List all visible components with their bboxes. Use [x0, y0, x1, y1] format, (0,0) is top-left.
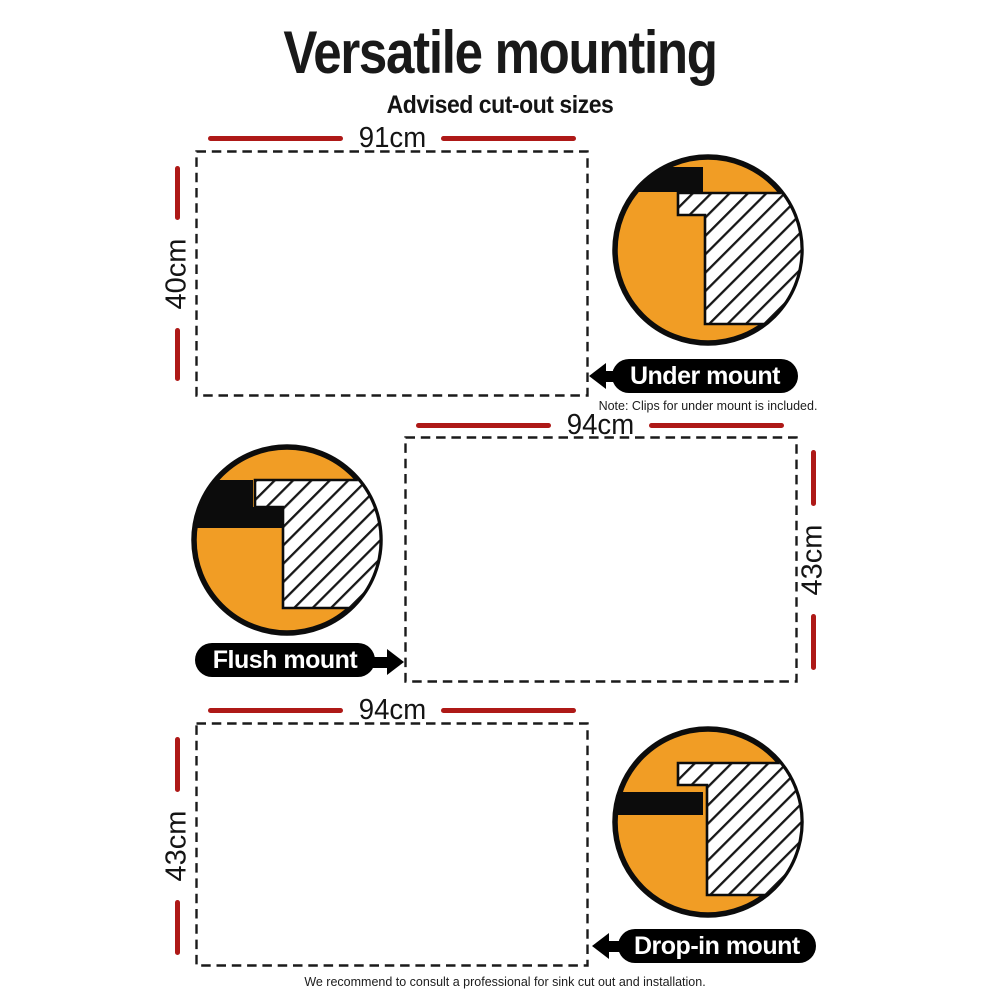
dimension-line [208, 708, 343, 713]
dimension-height-under-mount [161, 166, 193, 381]
dimension-height-flush-mount [797, 450, 829, 670]
dimension-line [811, 450, 816, 506]
dimension-line [649, 423, 784, 428]
drop-in-mount-label-pill: Drop-in mount [618, 929, 816, 963]
dimension-line [175, 900, 180, 955]
dimension-height-label: 43cm [796, 524, 829, 596]
arrow-stem [373, 657, 388, 668]
dimension-width-label: 94cm [358, 693, 426, 726]
under-mount-label-pill: Under mount [612, 359, 798, 393]
dimension-line [175, 166, 180, 220]
under-mount-cross-section-icon [608, 150, 808, 350]
dimension-height-drop-in-mount [161, 737, 193, 955]
arrow-right-icon [387, 649, 404, 675]
cutout-rect-drop-in-mount [195, 722, 589, 967]
dimension-width-under-mount [208, 122, 576, 154]
dimension-width-drop-in-mount [208, 694, 576, 726]
flush-mount-cross-section-icon [187, 440, 387, 640]
dimension-line [175, 328, 180, 382]
under-mount-note: Note: Clips for under mount is included. [598, 399, 818, 413]
dimension-width-flush-mount [416, 409, 784, 441]
dimension-width-label: 94cm [566, 408, 634, 441]
footer-disclaimer: We recommend to consult a professional for sink cut out and installation. [304, 975, 706, 989]
dimension-line [441, 136, 576, 141]
dimension-line [416, 423, 551, 428]
cutout-rect-under-mount [195, 150, 589, 397]
dimension-line [208, 136, 343, 141]
page-subtitle: Advised cut-out sizes [386, 91, 614, 119]
flush-mount-label-pill: Flush mount [195, 643, 375, 677]
drop-in-mount-cross-section-icon [608, 722, 808, 922]
dimension-line [175, 737, 180, 792]
dimension-line [441, 708, 576, 713]
dimension-width-label: 91cm [358, 121, 426, 154]
cutout-rect-flush-mount [404, 436, 798, 683]
dimension-height-label: 43cm [160, 810, 193, 882]
dimension-line [811, 614, 816, 670]
dimension-height-label: 40cm [160, 238, 193, 309]
page-title: Versatile mounting [283, 19, 717, 86]
